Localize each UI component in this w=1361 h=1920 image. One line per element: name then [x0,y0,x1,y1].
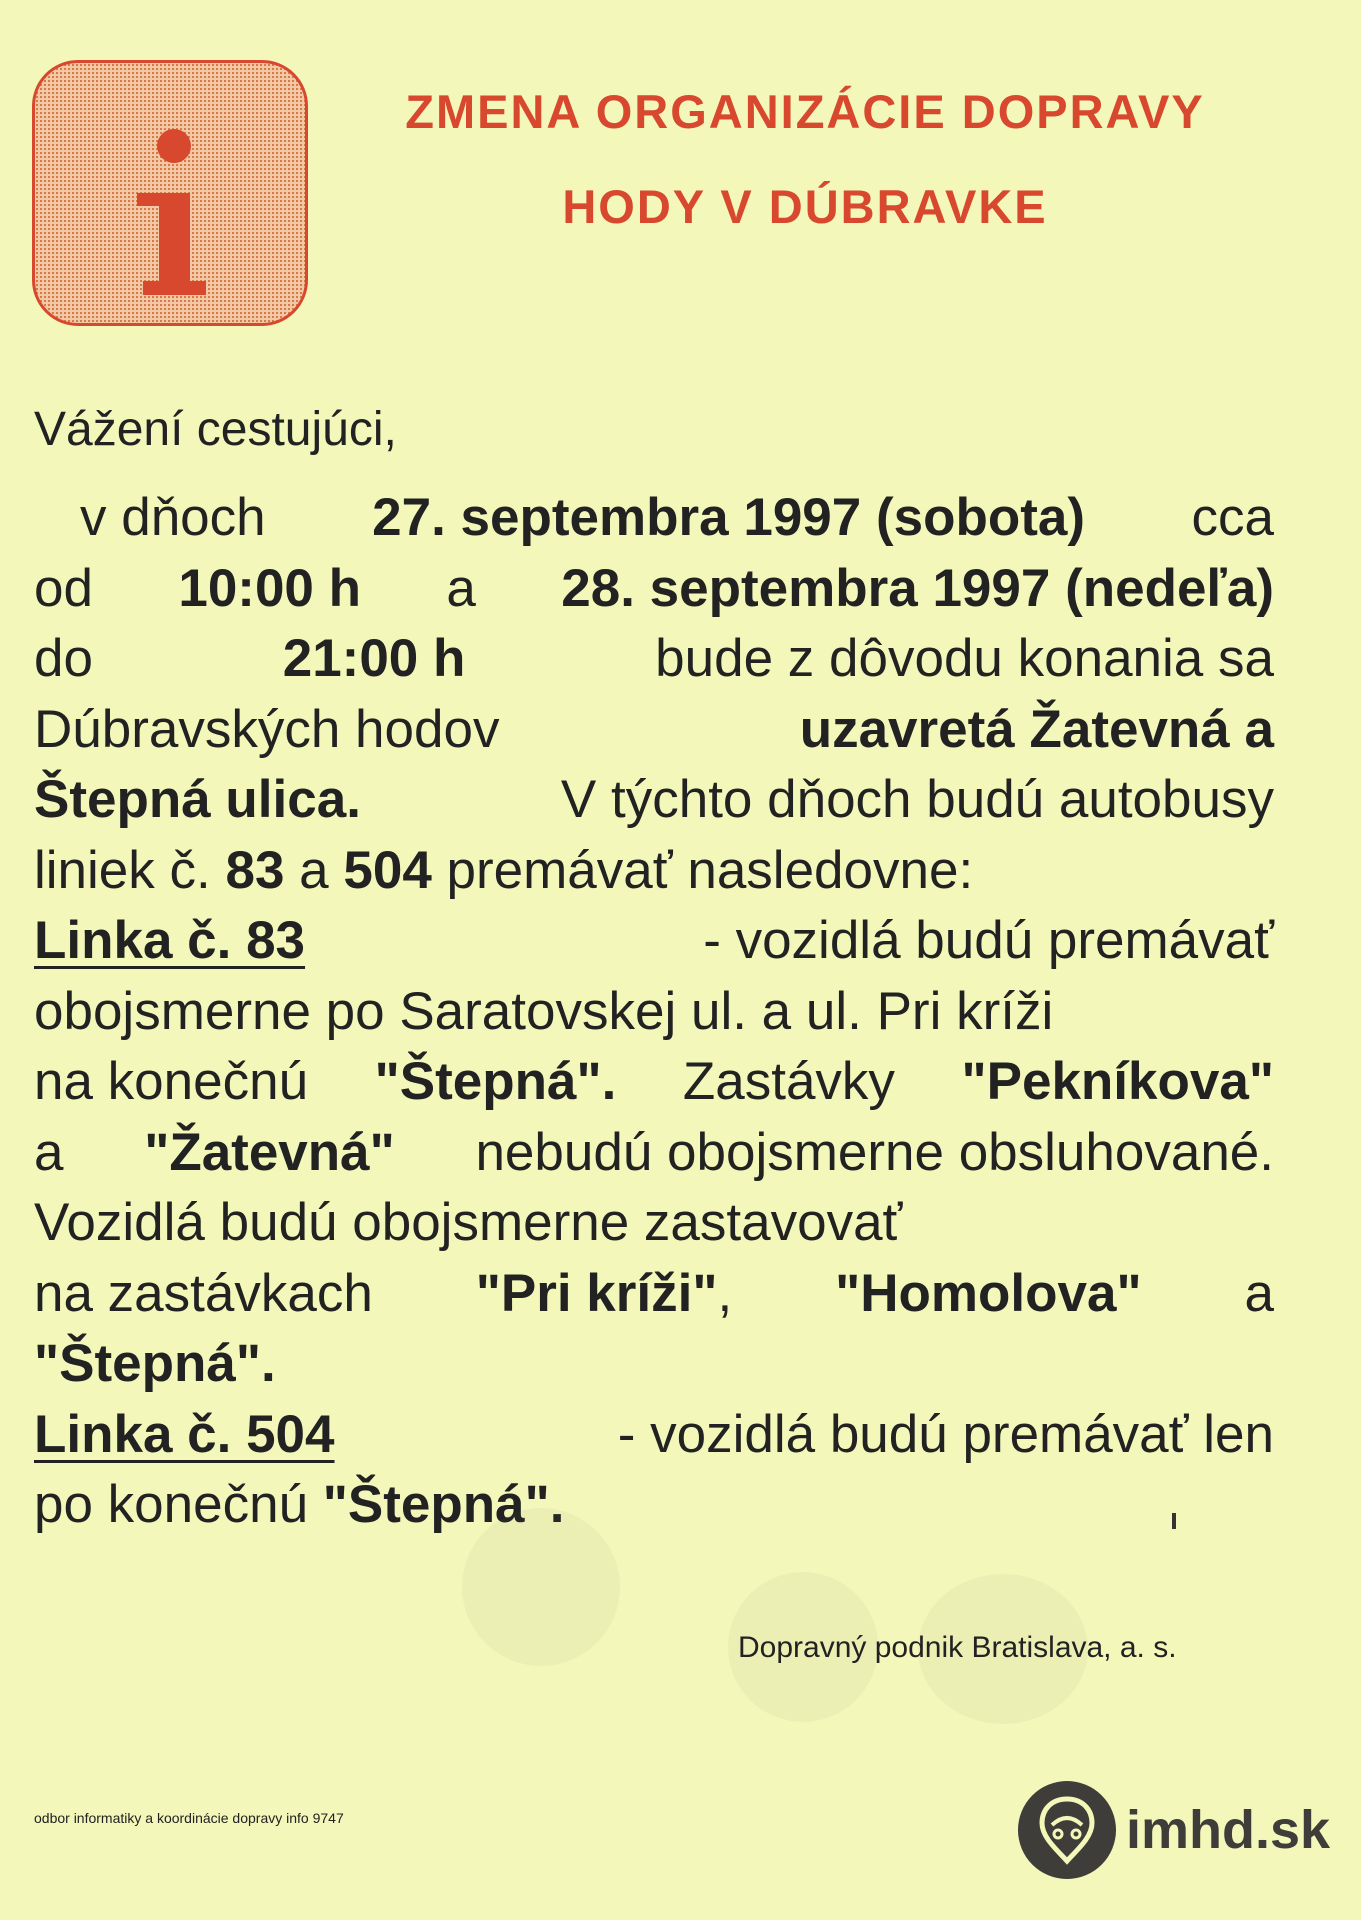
stray-mark [1172,1513,1176,1529]
body-line-2: od 10:00 h a 28. septembra 1997 (nedeľa) [34,559,1274,618]
body-line-15: po konečnú "Štepná". [34,1475,565,1534]
body-line-6: liniek č. 83 a 504 premávať nasledovne: [34,841,974,900]
imhd-logo [1018,1781,1330,1879]
body-line-9: na konečnú "Štepná". Zastávky "Pekníkova" [34,1052,1274,1111]
body-line-14: Linka č. 504 - vozidlá budú premávať len [34,1400,1274,1470]
greeting: Vážení cestujúci, [34,403,397,456]
line-83-heading: Linka č. 83 [34,911,306,970]
line-504-heading: Linka č. 504 [34,1405,335,1464]
body-line-1: v dňoch 27. septembra 1997 (sobota) cca [80,488,1274,547]
footer-note: odbor informatiky a koordinácie dopravy info 9747 [34,1810,344,1826]
body-line-12: na zastávkach "Pri kríži", "Homolova" a [34,1264,1274,1323]
body-line-5: Štepná ulica. V týchto dňoch budú autobusy [34,770,1274,829]
body-line-10: a "Žatevná" nebudú obojsmerne obsluhované. [34,1123,1274,1182]
body-line-4: Dúbravských hodov uzavretá Žatevná a [34,700,1274,759]
body-line-13: "Štepná". [34,1334,276,1393]
body-line-7: Linka č. 83 - vozidlá budú premávať [34,906,1274,976]
body-line-11: Vozidlá budú obojsmerne zastavovať [34,1193,903,1252]
info-icon [32,60,308,326]
body-line-3: do 21:00 h bude z dôvodu konania sa [34,629,1274,688]
signature: Dopravný podnik Bratislava, a. s. [738,1631,1177,1664]
notice-title: ZMENA ORGANIZÁCIE DOPRAVY [405,85,1205,138]
body-line-8: obojsmerne po Saratovskej ul. a ul. Pri kríži [34,982,1054,1041]
logo-text: imhd.sk [1126,1800,1331,1860]
watermark-icon [462,1508,620,1666]
notice-subtitle: HODY V DÚBRAVKE [562,180,1048,233]
bus-pin-icon [1018,1781,1116,1879]
